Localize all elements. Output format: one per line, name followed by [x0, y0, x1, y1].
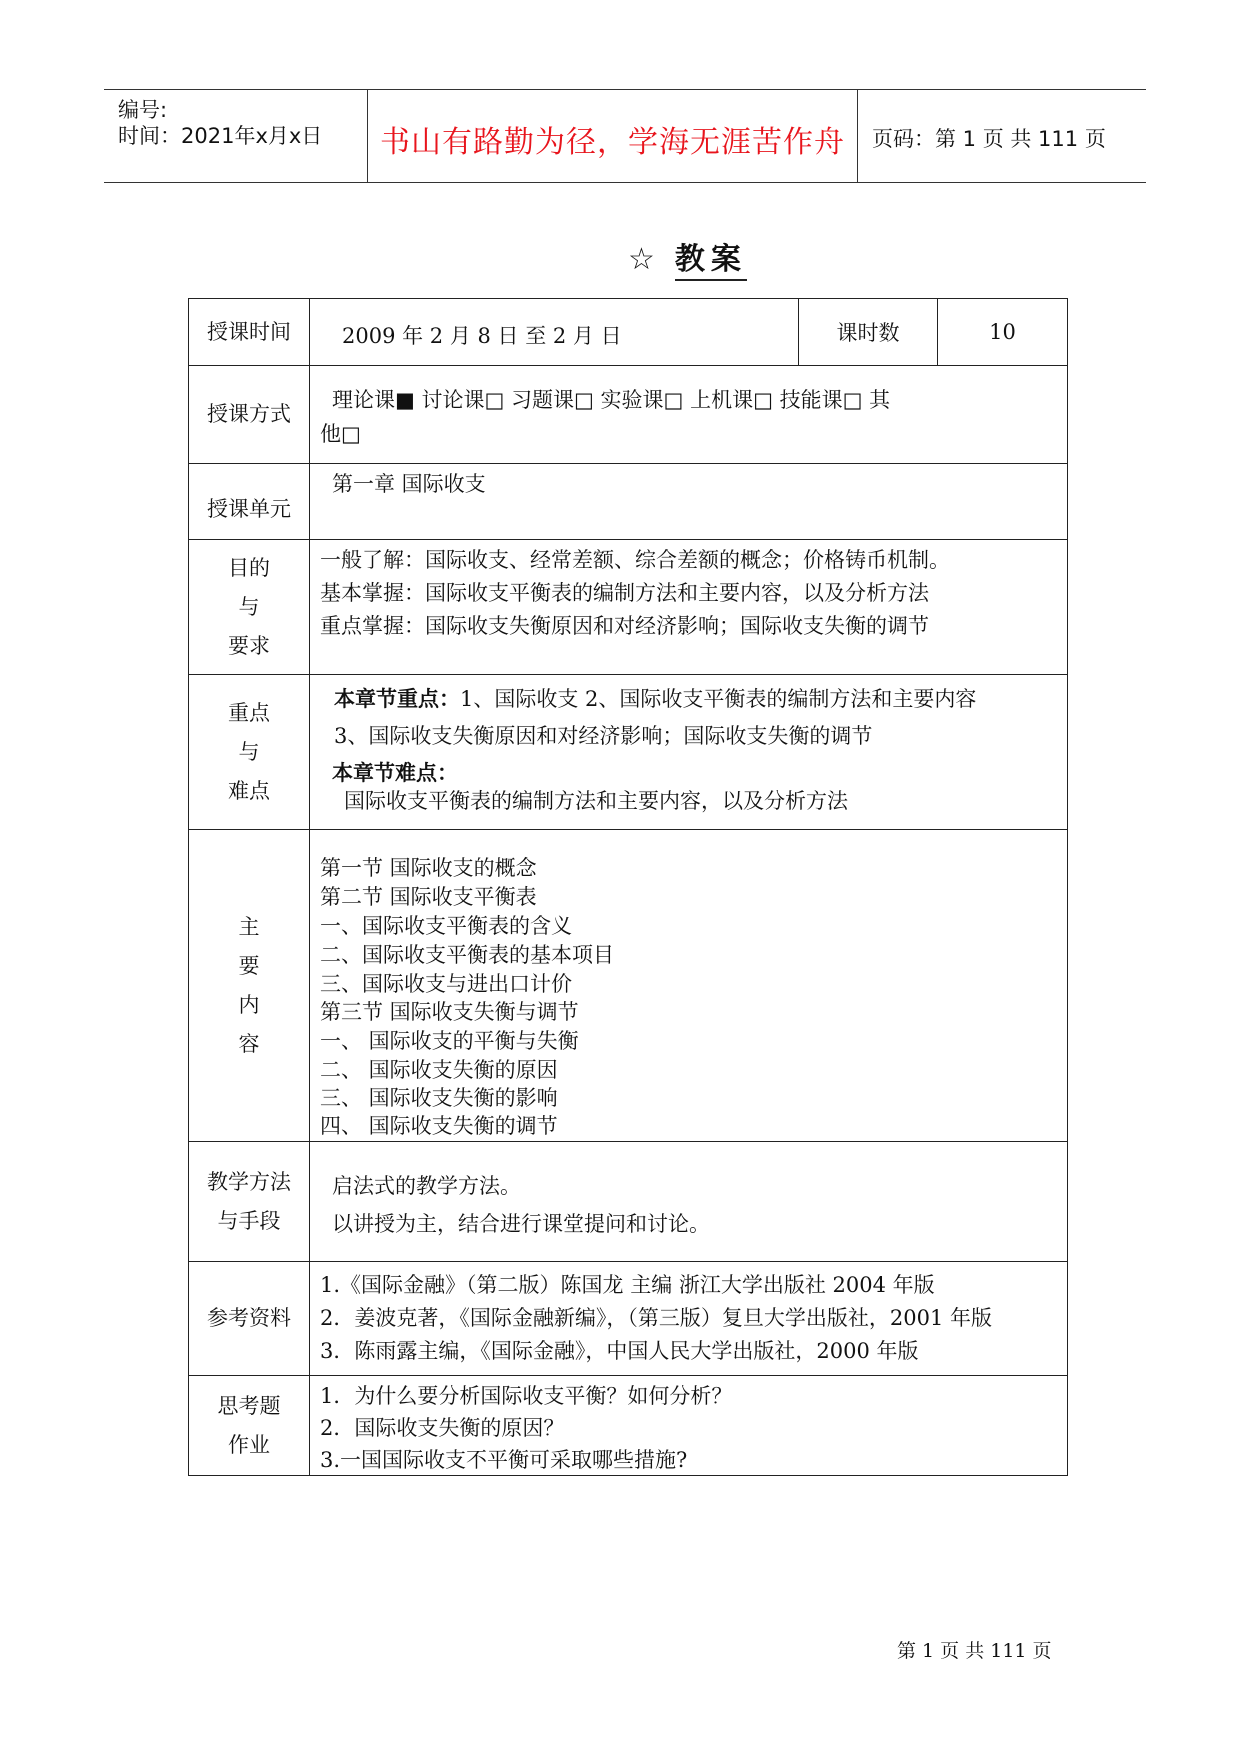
row-unit — [189, 464, 1067, 540]
goals-line-2: 基本掌握：国际收支平衡表的编制方法和主要内容，以及分析方法 — [320, 581, 929, 605]
method-line1: 理论课■ 讨论课□ 习题课□ 实验课□ 上机课□ 技能课□ 其 — [332, 388, 891, 412]
star-icon: ☆ — [628, 242, 661, 277]
goals-line-1: 一般了解：国际收支、经常差额、综合差额的概念；价格铸币机制。 — [320, 548, 950, 572]
label-teaching: 教学方法 与手段 — [189, 1142, 310, 1261]
header-page-cell — [858, 90, 1146, 182]
reference-3: 3．陈雨露主编，《国际金融》，中国人民大学出版社，2000 年版 — [320, 1339, 919, 1363]
teaching-line-1: 启法式的教学方法。 — [332, 1174, 521, 1198]
motto: 书山有路勤为径，学海无涯苦作舟 — [380, 125, 845, 160]
row-teaching — [189, 1142, 1067, 1262]
title-text: 教案 — [675, 242, 747, 281]
unit-body — [310, 464, 1067, 539]
key-title: 本章节重点： — [334, 686, 460, 711]
content-line-7: 一、 国际收支的平衡与失衡 — [320, 1029, 579, 1053]
content-line-10: 四、 国际收支失衡的调节 — [320, 1114, 558, 1138]
label-references: 参考资料 — [189, 1262, 310, 1375]
label-unit: 授课单元 — [189, 464, 310, 539]
number-label: 编号: — [118, 98, 168, 122]
content-line-5: 三、国际收支与进出口计价 — [320, 972, 572, 996]
goals-body — [310, 540, 1067, 674]
label-content: 主 要 内 容 — [189, 830, 310, 1141]
document-header — [104, 89, 1146, 183]
teaching-body — [310, 1142, 1067, 1261]
row-homework — [189, 1376, 1067, 1475]
content-line-4: 二、国际收支平衡表的基本项目 — [320, 943, 614, 967]
lesson-plan-table — [188, 298, 1068, 1476]
unit-value: 第一章 国际收支 — [332, 472, 486, 496]
key-line-1 — [334, 683, 976, 713]
label-time: 授课时间 — [189, 299, 310, 365]
time-label: 时间：2021年x月x日 — [118, 124, 323, 148]
header-info-cell — [104, 90, 368, 182]
label-homework: 思考题 作业 — [189, 1376, 310, 1475]
difficult-title: 本章节难点： — [332, 760, 458, 785]
method-line2: 他□ — [320, 422, 361, 446]
difficult-line: 国际收支平衡表的编制方法和主要内容，以及分析方法 — [344, 789, 848, 813]
label-method: 授课方式 — [189, 366, 310, 463]
content-line-1: 第一节 国际收支的概念 — [320, 856, 537, 880]
row-references — [189, 1262, 1067, 1376]
page-code: 页码：第 1 页 共 111 页 — [872, 127, 1106, 151]
header-motto-cell — [368, 90, 858, 182]
key-line-2: 3、国际收支失衡原因和对经济影响；国际收支失衡的调节 — [334, 724, 873, 748]
homework-line-1: 1．为什么要分析国际收支平衡？如何分析？ — [320, 1384, 733, 1408]
row-goals — [189, 540, 1067, 675]
content-line-2: 第二节 国际收支平衡表 — [320, 885, 537, 909]
references-body — [310, 1262, 1067, 1375]
row-content — [189, 830, 1067, 1142]
content-line-8: 二、 国际收支失衡的原因 — [320, 1058, 558, 1082]
content-body — [310, 830, 1067, 1141]
page-footer: 第 1 页 共 111 页 — [897, 1640, 1052, 1662]
label-goals: 目的 与 要求 — [189, 540, 310, 674]
label-keypoints: 重点 与 难点 — [189, 675, 310, 829]
goals-line-3: 重点掌握：国际收支失衡原因和对经济影响；国际收支失衡的调节 — [320, 614, 929, 638]
homework-line-2: 2．国际收支失衡的原因？ — [320, 1416, 565, 1440]
hours-label: 课时数 — [798, 299, 937, 365]
key-line1-text: 1、国际收支 2、国际收支平衡表的编制方法和主要内容 — [460, 687, 977, 711]
homework-body — [310, 1376, 1067, 1475]
reference-1: 1.《国际金融》（第二版）陈国龙 主编 浙江大学出版社 2004 年版 — [320, 1273, 935, 1297]
teaching-line-2: 以讲授为主，结合进行课堂提问和讨论。 — [332, 1212, 710, 1236]
content-line-9: 三、 国际收支失衡的影响 — [320, 1086, 558, 1110]
row-method — [189, 366, 1067, 464]
method-body — [310, 366, 1067, 463]
keypoints-body — [310, 675, 1067, 829]
page-title — [628, 234, 747, 278]
content-line-6: 第三节 国际收支失衡与调节 — [320, 1000, 579, 1024]
hours-value: 10 — [937, 299, 1067, 365]
time-value: 2009 年 2 月 8 日 至 2 月 日 — [342, 324, 622, 348]
content-line-3: 一、国际收支平衡表的含义 — [320, 914, 572, 938]
row-keypoints — [189, 675, 1067, 830]
reference-2: 2．姜波克著，《国际金融新编》，（第三版）复旦大学出版社，2001 年版 — [320, 1306, 992, 1330]
homework-line-3: 3.一国国际收支不平衡可采取哪些措施? — [320, 1448, 688, 1472]
row-time — [189, 299, 1067, 366]
